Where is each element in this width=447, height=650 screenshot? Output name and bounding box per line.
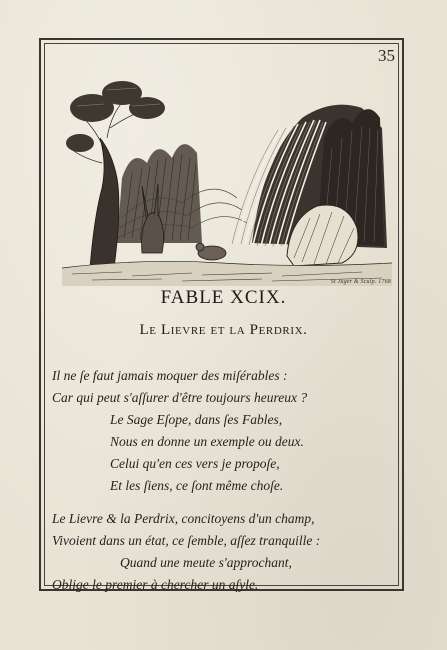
fable-number: FABLE XCIX. (160, 287, 287, 308)
verse-line: Celui qu'en ces vers je propoſe, (110, 456, 280, 471)
engraving-illustration (62, 68, 392, 286)
engraver-credit: St Jüger & Sculp. 1768 (330, 279, 391, 285)
verse-line: Vivoient dans un état, ce ſemble, aſſez tranquille : (52, 533, 321, 548)
verse-line: Nous en donne un exemple ou deux. (110, 434, 304, 449)
verse-line: Et les ſiens, ce ſont même choſe. (110, 478, 284, 493)
page-number: 35 (378, 46, 395, 65)
verse-line: Il ne ſe faut jamais moquer des miſérables : (52, 368, 288, 383)
verse-line: Le Lievre & la Perdrix, concitoyens d'un champ, (52, 511, 315, 526)
verse-line: Le Sage Eſope, dans ſes Fables, (110, 412, 283, 427)
verse-line: Car qui peut s'aſſurer d'être toujours heureux ? (52, 390, 308, 405)
verse-line: Quand une meute s'approchant, (120, 555, 292, 570)
fable-title: Le Lievre et la Perdrix. (139, 322, 308, 338)
verse-line: Oblige le premier à chercher un aſyle. (52, 577, 259, 592)
